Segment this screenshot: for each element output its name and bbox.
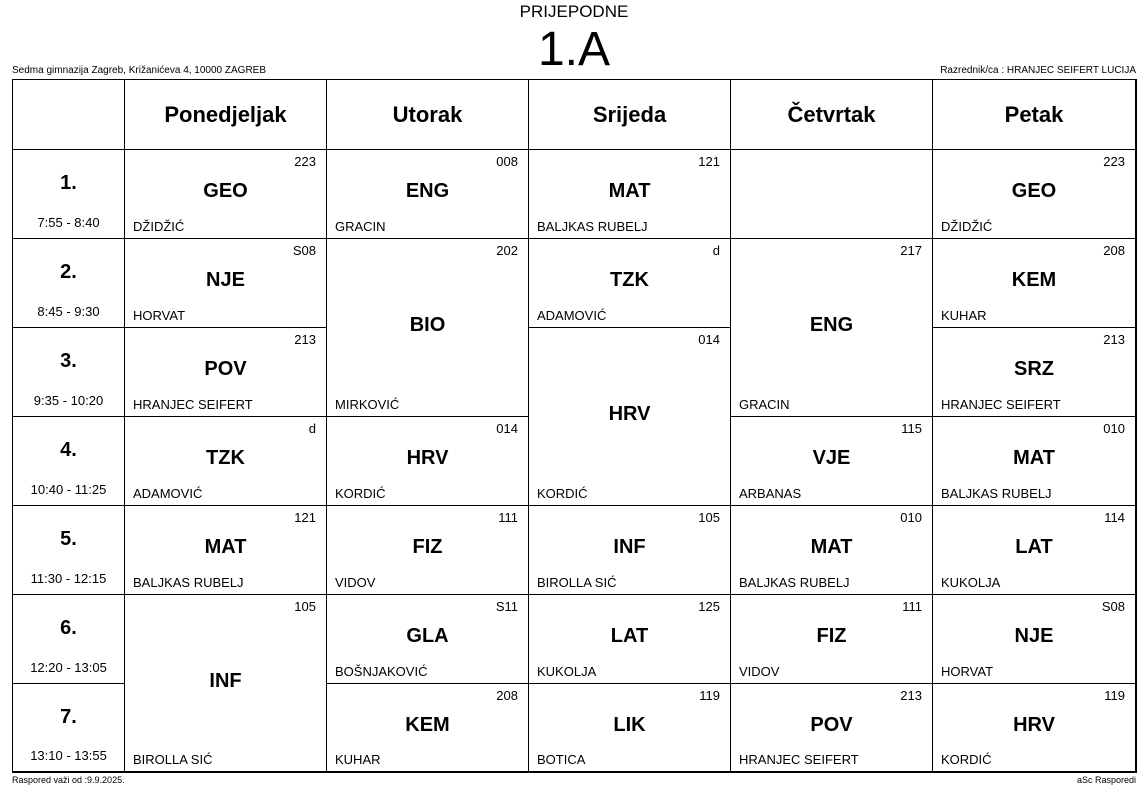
lesson-cell [731,417,933,506]
lesson-cell [125,506,327,595]
lesson-subject: POV [204,358,247,380]
lesson-room: 223 [1103,154,1125,169]
lesson-subject: INF [209,670,242,692]
period-time: 8:45 - 9:30 [37,304,100,319]
lesson-cell [529,595,731,684]
lesson-subject: VJE [812,447,851,469]
day-header-1: Ponedjeljak [125,80,327,150]
lesson-subject: LIK [613,714,646,736]
lesson-subject: MAT [608,180,651,202]
lesson-room: 119 [1104,688,1125,703]
lesson-teacher: DŽIDŽIĆ [133,219,185,234]
period-number: 6. [60,617,77,639]
lesson-room: 213 [900,688,922,703]
day-header-2: Utorak [327,80,529,150]
lesson-teacher: MIRKOVIĆ [335,397,400,412]
lesson-subject: SRZ [1014,358,1054,380]
lesson-cell [933,328,1136,417]
lesson-teacher: BALJKAS RUBELJ [537,219,648,234]
period-number: 2. [60,261,77,283]
lesson-cell [125,150,327,239]
lesson-teacher: BALJKAS RUBELJ [739,575,850,590]
lesson-cell [933,506,1136,595]
timetable-grid [12,79,1137,773]
period-cell [13,506,125,595]
period-cell [13,684,125,772]
lesson-cell [933,239,1136,328]
lesson-cell [125,239,327,328]
lesson-cell [529,239,731,328]
period-cell [13,328,125,417]
period-number: 7. [60,706,77,728]
lesson-teacher: KUKOLJA [537,664,597,679]
lesson-room: 105 [698,510,720,525]
period-cell [13,239,125,328]
lesson-room: d [712,243,720,258]
lesson-subject: HRV [608,403,651,425]
lesson-teacher: KORDIĆ [537,486,588,501]
lesson-subject: MAT [1013,447,1055,469]
lesson-cell [731,595,933,684]
lesson-room: 121 [698,154,720,169]
lesson-room: S11 [495,599,518,614]
period-number: 3. [60,350,77,372]
lesson-subject: MAT [204,536,247,558]
lesson-cell [529,150,731,239]
period-time: 11:30 - 12:15 [30,571,107,586]
lesson-cell [529,506,731,595]
lesson-subject: TZK [610,269,649,291]
valid-from-note: Raspored važi od :9.9.2025. [12,775,125,785]
lesson-teacher: HORVAT [941,664,994,679]
period-time: 12:20 - 13:05 [30,660,107,675]
lesson-teacher: BOŠNJAKOVIĆ [335,664,428,679]
lesson-teacher: KUHAR [941,308,987,323]
lesson-subject: HRV [1013,714,1055,736]
lesson-subject: INF [613,536,646,558]
lesson-room: S08 [292,243,316,258]
lesson-cell [731,150,933,239]
shift-label: PRIJEPODNE [519,2,629,21]
lesson-subject: LAT [610,625,649,647]
lesson-teacher: HORVAT [133,308,186,323]
period-time: 13:10 - 13:55 [30,748,107,763]
lesson-subject: POV [810,714,853,736]
lesson-cell [529,684,731,772]
lesson-subject: BIO [409,314,446,336]
lesson-teacher: ADAMOVIĆ [537,308,607,323]
lesson-room: 208 [496,688,518,703]
lesson-subject: GEO [203,180,248,202]
lesson-cell [933,595,1136,684]
day-header-3: Srijeda [529,80,731,150]
lesson-subject: NJE [1014,625,1054,647]
period-number: 5. [60,528,77,550]
lesson-subject: FIZ [412,536,443,558]
day-header-4: Četvrtak [731,80,933,150]
lesson-subject: MAT [810,536,853,558]
lesson-room: 008 [496,154,518,169]
lesson-teacher: GRACIN [739,397,790,412]
lesson-room: 014 [496,421,518,436]
lesson-teacher: KORDIĆ [335,486,386,501]
lesson-room: 014 [698,332,720,347]
lesson-room: 119 [699,688,720,703]
lesson-teacher: KUKOLJA [941,575,1001,590]
lesson-cell [933,684,1136,772]
lesson-cell [327,595,529,684]
lesson-room: 202 [496,243,518,258]
lesson-subject: ENG [405,180,450,202]
lesson-subject: ENG [809,314,854,336]
lesson-room: 114 [1104,510,1125,525]
lesson-teacher: ARBANAS [739,486,802,501]
lesson-room: 010 [900,510,922,525]
lesson-teacher: VIDOV [739,664,780,679]
lesson-teacher: HRANJEC SEIFERT [941,397,1061,412]
lesson-cell [933,150,1136,239]
lesson-room: 223 [294,154,316,169]
lesson-subject: FIZ [816,625,847,647]
period-time: 7:55 - 8:40 [37,215,100,230]
lesson-room: 115 [901,421,922,436]
lesson-subject: NJE [206,269,245,291]
period-time: 9:35 - 10:20 [33,393,104,408]
period-time: 10:40 - 11:25 [30,482,107,497]
lesson-teacher: BIROLLA SIĆ [133,752,213,767]
lesson-subject: GEO [1011,180,1057,202]
lesson-teacher: ADAMOVIĆ [133,486,203,501]
lesson-room: 125 [698,599,720,614]
lesson-room: 213 [1103,332,1125,347]
lesson-cell [125,417,327,506]
lesson-teacher: HRANJEC SEIFERT [739,752,859,767]
lesson-cell [731,684,933,772]
lesson-cell [933,417,1136,506]
lesson-room: 105 [294,599,316,614]
lesson-teacher: BALJKAS RUBELJ [133,575,244,590]
class-title: 1.A [537,23,611,76]
lesson-cell [731,506,933,595]
generator-credit: aSc Rasporedi [1076,775,1136,785]
lesson-subject: HRV [406,447,449,469]
lesson-teacher: BOTICA [537,752,586,767]
lesson-room: S08 [1101,599,1125,614]
lesson-cell [327,506,529,595]
lesson-cell [125,328,327,417]
lesson-teacher: VIDOV [335,575,376,590]
class-teacher: Razrednik/ca : HRANJEC SEIFERT LUCIJA [940,65,1136,76]
lesson-room: 217 [900,243,922,258]
lesson-cell [327,239,529,417]
period-cell [13,150,125,239]
lesson-cell [327,684,529,772]
lesson-teacher: DŽIDŽIĆ [941,219,993,234]
lesson-teacher: BIROLLA SIĆ [537,575,617,590]
period-number: 4. [60,439,77,461]
lesson-room: 111 [902,599,922,614]
period-cell [13,417,125,506]
corner-cell [13,80,125,150]
lesson-subject: KEM [405,714,450,736]
period-number: 1. [60,172,77,194]
lesson-room: 208 [1103,243,1125,258]
lesson-subject: TZK [206,447,245,469]
lesson-cell [327,417,529,506]
lesson-teacher: KUHAR [335,752,381,767]
lesson-teacher: BALJKAS RUBELJ [941,486,1052,501]
lesson-room: 010 [1103,421,1125,436]
lesson-subject: LAT [1015,536,1053,558]
lesson-room: d [308,421,316,436]
day-header-5: Petak [933,80,1136,150]
lesson-cell [731,239,933,417]
lesson-room: 213 [294,332,316,347]
lesson-teacher: KORDIĆ [941,752,992,767]
lesson-room: 111 [498,510,518,525]
lesson-teacher: HRANJEC SEIFERT [133,397,253,412]
period-cell [13,595,125,684]
lesson-room: 121 [294,510,316,525]
lesson-subject: KEM [1011,269,1057,291]
lesson-cell [529,328,731,506]
school-address: Sedma gimnazija Zagreb, Križanićeva 4, 10000 ZAGREB [12,65,267,76]
lesson-cell [125,595,327,772]
lesson-subject: GLA [406,625,449,647]
lesson-teacher: GRACIN [335,219,386,234]
lesson-cell [327,150,529,239]
